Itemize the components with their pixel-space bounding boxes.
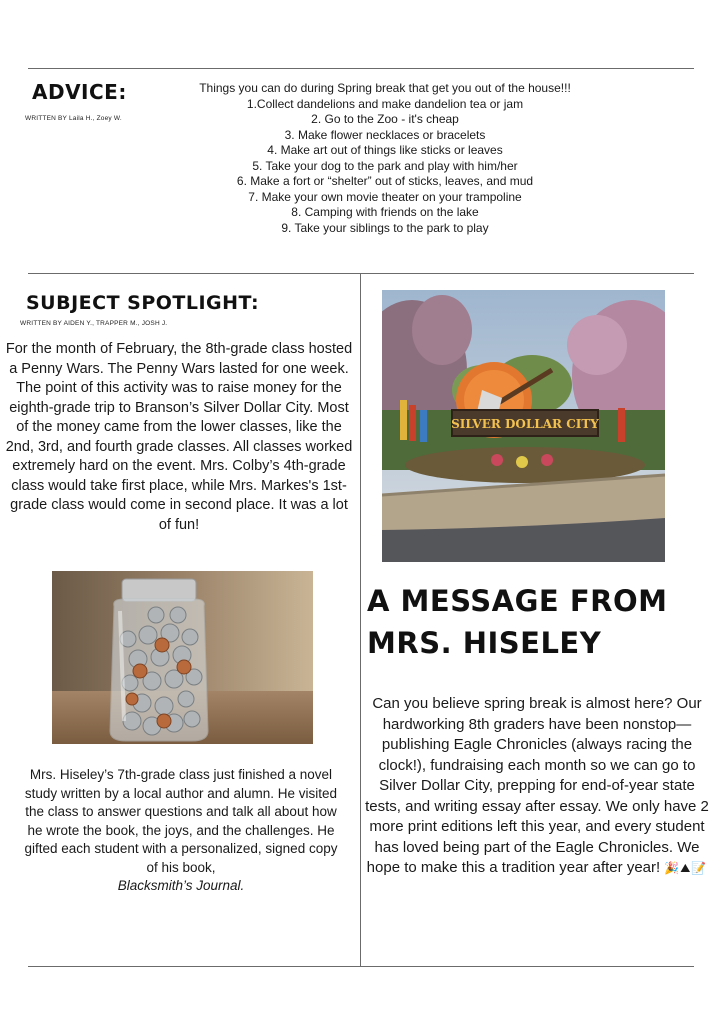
list-item: 8. Camping with friends on the lake <box>291 205 479 219</box>
list-item: 5. Take your dog to the park and play with him/her <box>252 158 518 173</box>
sign-text: SILVER DOLLAR CITY <box>451 417 599 431</box>
penny-jar-photo <box>52 571 313 744</box>
list-item: 1.Collect dandelions and make dandelion tea or jam <box>246 96 524 111</box>
list-item: 6. Make a fort or “shelter” out of sticks, leaves, and mud <box>236 174 534 188</box>
spotlight-article: For the month of February, the 8th-grade class hosted a Penny Wars. The Penny Wars lasted for one week. The point of this activity was to raise money for the eighth-grade trip to Branson’s Silver Dollar City. Most of the money came from the lower classes, like the 2nd, 3rd, and fourth grade classes. All classes worked extremely hard on the event. Mrs. Colby’s 4th-grade class would take first place, while Mrs. Markes's 1st-grade class would come in second place. It was a lot of fun! <box>5 341 353 533</box>
bottom-divider <box>28 966 694 967</box>
spotlight-heading: SUBJECT SPOTLIGHT: <box>26 292 260 314</box>
novel-study-body: Mrs. Hiseley’s 7th-grade class just finished a novel study written by a local author and alumn. He visited the class to answer questions and talk all about how he wrote the book, the joys, and the challenges. He gifted each student with a personalized, signed copy of his book, <box>24 767 338 875</box>
message-heading-line1: A MESSAGE FROM <box>367 584 668 618</box>
list-item: 2. Go to the Zoo - it's cheap <box>311 112 459 126</box>
novel-study-text <box>20 766 342 896</box>
book-title: Blacksmith’s Journal. <box>117 878 245 893</box>
section-divider <box>28 273 694 274</box>
advice-heading: ADVICE: <box>32 80 127 104</box>
advice-list <box>150 81 620 236</box>
message-body: Can you believe spring break is almost here? Our hardworking 8th graders have been nonstop—publishing Eagle Chronicles (always racing the clock!), fundraising each month so we can go to Silver Dollar City, prepping for end-of-year state tests, and writing essay after essay. We only have 2 more print editions left this year, and every student has loved being part of the Eagle Chronicles. We hope to make this a tradition year after year! <box>365 695 709 876</box>
list-item: 4. Make art out of things like sticks or leaves <box>267 143 503 157</box>
list-item: 3. Make flower necklaces or bracelets <box>284 127 486 142</box>
column-divider <box>360 273 361 966</box>
advice-byline: WRITTEN BY Laila H., Zoey W. <box>25 115 122 122</box>
emoji-decorations: 🎉⛰📝 <box>664 861 708 875</box>
advice-intro: Things you can do during Spring break that get you out of the house!!! <box>199 81 571 95</box>
spotlight-byline: WRITTEN BY AIDEN Y., TRAPPER M., JOSH J. <box>20 320 168 327</box>
silver-dollar-city-photo <box>382 290 665 562</box>
message-heading-line2: MRS. HISELEY <box>367 626 602 660</box>
list-item: 7. Make your own movie theater on your trampoline <box>248 189 522 204</box>
list-item: 9. Take your siblings to the park to play <box>281 220 489 235</box>
top-divider <box>28 68 694 69</box>
message-text <box>364 694 710 879</box>
